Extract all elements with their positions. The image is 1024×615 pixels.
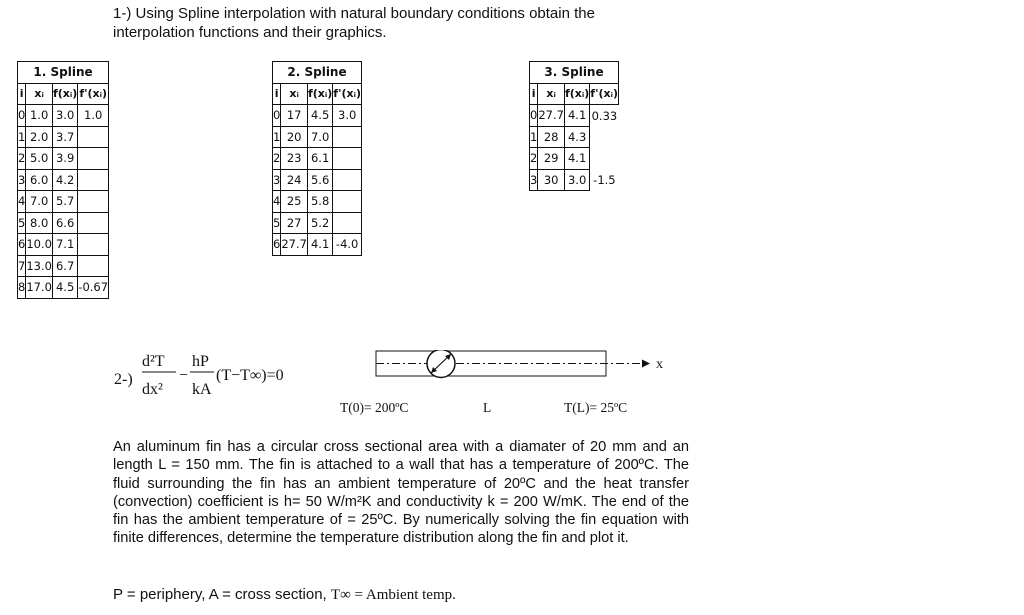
cell-i: 4 [18, 191, 26, 213]
cell-f: 4.1 [307, 234, 332, 256]
cell-fprime: -1.5 [593, 172, 616, 187]
cell-x: 2.0 [26, 126, 53, 148]
cell-f: 5.7 [52, 191, 77, 213]
header-x: xᵢ [538, 83, 565, 105]
cell-i: 2 [530, 148, 538, 170]
cell-fprime: -0.67 [78, 277, 109, 299]
table-row [18, 105, 109, 127]
cell-i: 8 [18, 277, 26, 299]
cell-f: 5.6 [307, 169, 332, 191]
cell-fprime [333, 191, 362, 213]
question-2 [110, 350, 670, 420]
cell-fprime [78, 148, 109, 170]
fin-diagram [340, 350, 663, 415]
cell-x: 20 [281, 126, 308, 148]
cell-i: 0 [530, 105, 538, 127]
table-row [273, 148, 362, 170]
legend-text: P = periphery, A = cross section, [113, 586, 331, 603]
cell-f: 5.8 [307, 191, 332, 213]
table-row [530, 148, 619, 170]
table-row [18, 277, 109, 299]
cell-fprime [333, 148, 362, 170]
cell-fprime: 0.33 [591, 108, 618, 123]
spline-table-title: 1. Spline [18, 62, 109, 84]
cell-i: 5 [273, 212, 281, 234]
cell-x: 8.0 [26, 212, 53, 234]
x-axis-arrow-icon [642, 360, 650, 368]
header-x: xᵢ [26, 83, 53, 105]
problem-paragraph: An aluminum fin has a circular cross sectional area with a diamater of 20 mm and an length L = 150 mm. The fin is attached to a wall that has a temperature of 200ºC. The fluid surrounding the fin has an ambient temperature of 20ºC and the heat transfer (convection) coefficient is h= 50 W/m²K and conductivity k = 200 W/mK. The end of the fin has the ambient temperature of = 25ºC. By numerically solving the fin equation with finite differences, determine the temperature distribution along the fin and plot it. [113, 439, 689, 547]
table-row [273, 105, 362, 127]
cell-fprime [333, 169, 362, 191]
equation-hp: hP [192, 353, 209, 370]
cell-fprime [590, 148, 619, 170]
cell-x: 17 [281, 105, 308, 127]
cell-fprime [333, 212, 362, 234]
cell-f: 7.1 [52, 234, 77, 256]
cell-fprime [78, 169, 109, 191]
header-f: f(xᵢ) [307, 83, 332, 105]
cell-x: 13.0 [26, 255, 53, 277]
question-1-line-1: 1-) Using Spline interpolation with natural boundary conditions obtain the [113, 5, 595, 22]
table-row [273, 169, 362, 191]
table-row [530, 105, 619, 127]
question-2-label: 2-) [114, 371, 133, 388]
cell-fprime: 1.0 [78, 105, 109, 127]
cell-fprime [78, 255, 109, 277]
table-row [273, 191, 362, 213]
equation-dx2: dx² [142, 381, 163, 398]
equation-ka: kA [192, 381, 212, 398]
cell-x: 23 [281, 148, 308, 170]
cell-f: 3.0 [52, 105, 77, 127]
cell-x: 27.7 [538, 105, 565, 127]
cell-fprime [78, 212, 109, 234]
cell-i: 1 [18, 126, 26, 148]
cell-x: 10.0 [26, 234, 53, 256]
table-row [273, 234, 362, 256]
header-i: i [18, 83, 26, 105]
cell-f: 4.1 [564, 148, 589, 170]
cell-f: 3.7 [52, 126, 77, 148]
cell-f: 3.9 [52, 148, 77, 170]
cell-f: 6.6 [52, 212, 77, 234]
table-row [18, 191, 109, 213]
cell-i: 4 [273, 191, 281, 213]
equation-tail: (T−T∞)=0 [216, 367, 284, 384]
cell-f: 3.0 [564, 169, 589, 191]
question-1 [113, 4, 595, 42]
length-label: L [483, 400, 492, 415]
cell-i: 2 [18, 148, 26, 170]
cell-x: 24 [281, 169, 308, 191]
cell-i: 6 [18, 234, 26, 256]
cell-f: 4.3 [564, 126, 589, 148]
cell-x: 30 [538, 169, 565, 191]
spline-table-title: 3. Spline [530, 62, 619, 84]
cell-i: 2 [273, 148, 281, 170]
cell-i: 1 [530, 126, 538, 148]
header-fprime: f'(xᵢ) [590, 83, 619, 105]
symbol-legend [113, 586, 456, 604]
cell-fprime: 3.0 [333, 105, 362, 127]
equation-d2t: d²T [142, 353, 165, 370]
spline-table-1 [17, 61, 109, 299]
cell-f: 5.2 [307, 212, 332, 234]
cell-fprime [78, 234, 109, 256]
cell-x: 17.0 [26, 277, 53, 299]
question-1-line-2: interpolation functions and their graphics. [113, 24, 387, 41]
cell-f: 4.5 [307, 105, 332, 127]
cell-x: 29 [538, 148, 565, 170]
table-row [18, 169, 109, 191]
cell-fprime [78, 191, 109, 213]
cell-f: 6.7 [52, 255, 77, 277]
cell-i: 6 [273, 234, 281, 256]
spline-table-title: 2. Spline [273, 62, 362, 84]
cell-x: 28 [538, 126, 565, 148]
cell-f: 7.0 [307, 126, 332, 148]
table-row [18, 148, 109, 170]
cell-fprime [590, 126, 619, 148]
cell-x: 7.0 [26, 191, 53, 213]
cell-i: 3 [273, 169, 281, 191]
table-row [18, 212, 109, 234]
header-i: i [530, 83, 538, 105]
header-x: xᵢ [281, 83, 308, 105]
cell-i: 0 [273, 105, 281, 127]
cell-x: 6.0 [26, 169, 53, 191]
spline-table-2 [272, 61, 362, 256]
cell-f: 6.1 [307, 148, 332, 170]
header-i: i [273, 83, 281, 105]
header-fprime: f'(xᵢ) [78, 83, 109, 105]
tl-label: T(L)= 25ºC [564, 400, 628, 415]
t0-label: T(0)= 200ºC [340, 400, 409, 415]
cell-fprime [333, 126, 362, 148]
table-row [18, 126, 109, 148]
cell-i: 1 [273, 126, 281, 148]
cell-fprime [78, 126, 109, 148]
cell-f: 4.1 [564, 105, 589, 127]
legend-ambient: T∞ = Ambient temp. [330, 587, 456, 603]
header-fprime: f'(xᵢ) [333, 83, 362, 105]
cell-i: 5 [18, 212, 26, 234]
x-axis-label: x [656, 357, 663, 372]
table-row [530, 126, 619, 148]
cell-f: 4.5 [52, 277, 77, 299]
table-row [273, 126, 362, 148]
header-f: f(xᵢ) [564, 83, 589, 105]
spline-table-3 [529, 61, 619, 191]
cell-i: 3 [530, 169, 538, 191]
table-row [273, 212, 362, 234]
cell-x: 27 [281, 212, 308, 234]
cell-i: 0 [18, 105, 26, 127]
cell-i: 3 [18, 169, 26, 191]
cell-x: 25 [281, 191, 308, 213]
header-f: f(xᵢ) [52, 83, 77, 105]
cell-fprime: -4.0 [333, 234, 362, 256]
cell-f: 4.2 [52, 169, 77, 191]
cell-x: 1.0 [26, 105, 53, 127]
cell-i: 7 [18, 255, 26, 277]
table-row [18, 255, 109, 277]
equation-minus: − [179, 367, 189, 384]
cell-x: 27.7 [281, 234, 308, 256]
table-row [18, 234, 109, 256]
table-row [530, 169, 619, 191]
cell-x: 5.0 [26, 148, 53, 170]
